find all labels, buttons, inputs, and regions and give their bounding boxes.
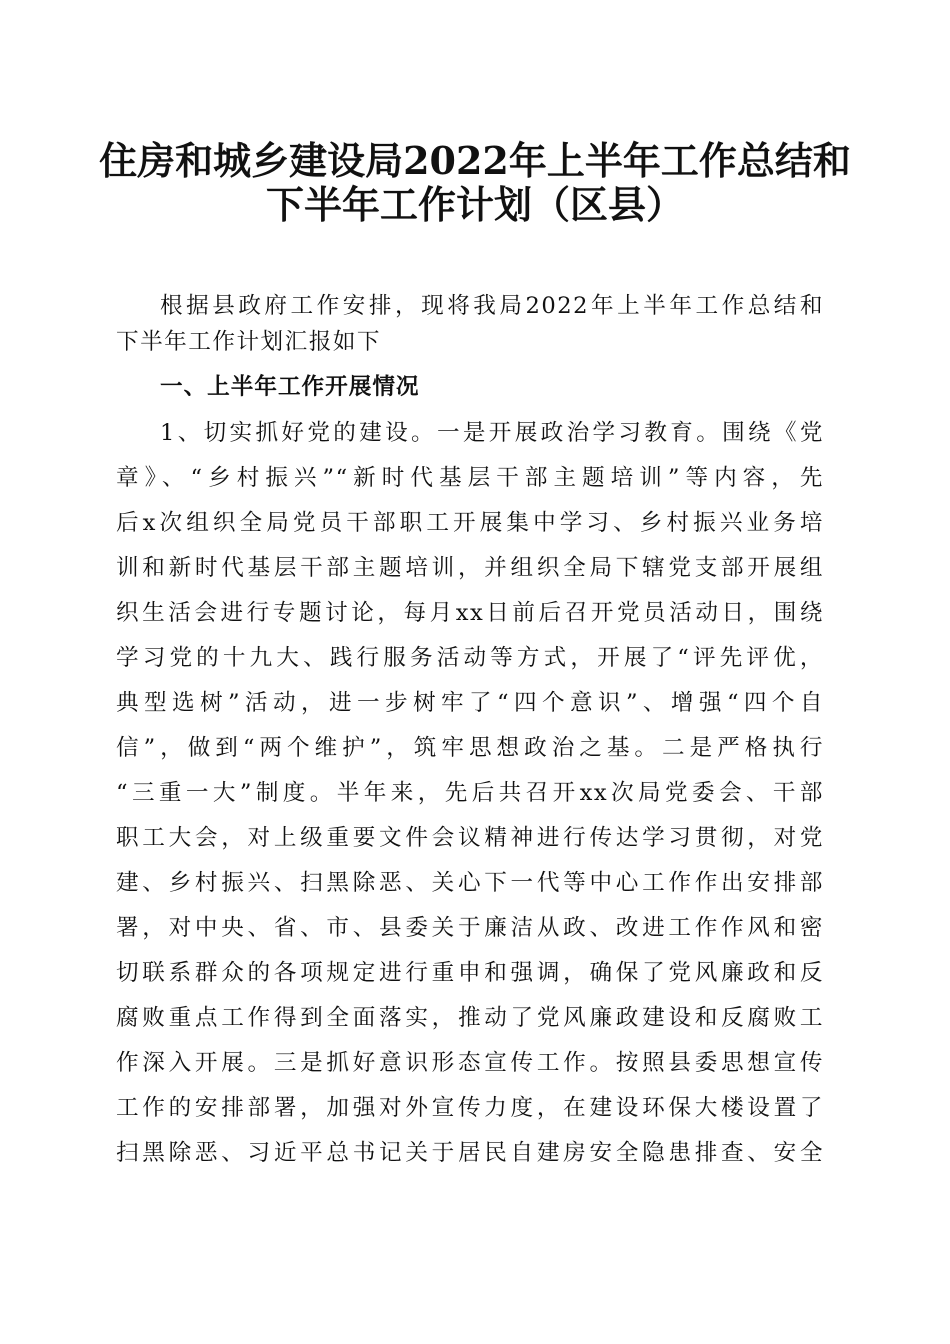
paragraph-1-line-11: 建、乡村振兴、扫黑除恶、关心下一代等中心工作作出安排部: [116, 870, 824, 896]
paragraph-1-line-16: 工作的安排部署，加强对外宣传力度，在建设环保大楼设置了: [116, 1095, 824, 1121]
paragraph-1-line-3: 后x次组织全局党员干部职工开展集中学习、乡村振兴业务培: [116, 510, 824, 536]
intro-line-1: 根据县政府工作安排，现将我局2022年上半年工作总结和: [160, 293, 824, 319]
paragraph-1-line-1: 1、切实抓好党的建设。一是开展政治学习教育。围绕《党: [160, 420, 824, 446]
paragraph-1-line-12: 署，对中央、省、市、县委关于廉洁从政、改进工作作风和密: [116, 915, 824, 941]
paragraph-1-line-8: 信”，做到“两个维护”，筑牢思想政治之基。二是严格执行: [116, 735, 824, 761]
paragraph-1-line-7: 典型选树”活动，进一步树牢了“四个意识”、增强“四个自: [116, 690, 824, 716]
paragraph-1-line-6: 学习党的十九大、践行服务活动等方式，开展了“评先评优，: [116, 645, 824, 671]
paragraph-1-line-14: 腐败重点工作得到全面落实，推动了党风廉政建设和反腐败工: [116, 1005, 824, 1031]
paragraph-1-line-15: 作深入开展。三是抓好意识形态宣传工作。按照县委思想宣传: [116, 1050, 824, 1076]
paragraph-1-line-4: 训和新时代基层干部主题培训，并组织全局下辖党支部开展组: [116, 555, 824, 581]
section-heading-1: 一、上半年工作开展情况: [160, 374, 420, 400]
document-title-line-1: 住房和城乡建设局2022年上半年工作总结和: [99, 138, 851, 183]
paragraph-1-line-5: 织生活会进行专题讨论，每月xx日前后召开党员活动日，围绕: [116, 600, 824, 626]
paragraph-1-line-2: 章》、“乡村振兴”“新时代基层干部主题培训”等内容，先: [116, 465, 824, 491]
paragraph-1-line-13: 切联系群众的各项规定进行重申和强调，确保了党风廉政和反: [116, 960, 824, 986]
paragraph-1-line-9: “三重一大”制度。半年来，先后共召开xx次局党委会、干部: [116, 780, 824, 806]
paragraph-1-line-17: 扫黑除恶、习近平总书记关于居民自建房安全隐患排查、安全: [116, 1140, 824, 1166]
paragraph-1-line-10: 职工大会，对上级重要文件会议精神进行传达学习贯彻，对党: [116, 825, 824, 851]
document-title-line-2: 下半年工作计划（区县）: [265, 182, 684, 227]
intro-line-2: 下半年工作计划汇报如下: [116, 329, 382, 355]
